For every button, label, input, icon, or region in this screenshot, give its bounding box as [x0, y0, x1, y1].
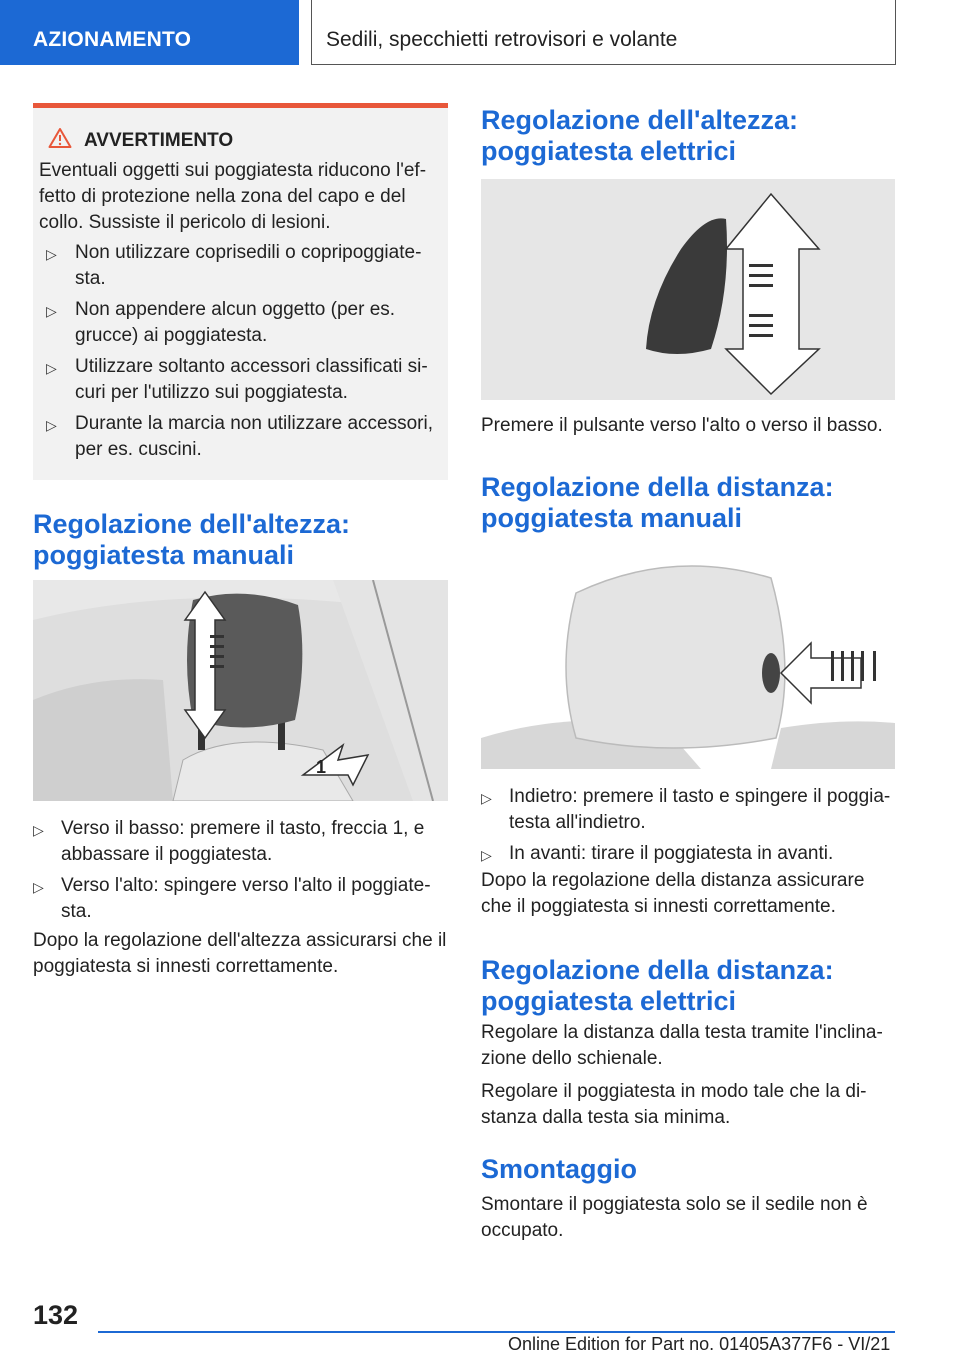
- heading-electric-distance: Regolazione della distanza: poggiatesta elettrici: [481, 955, 834, 1016]
- manual-headrest-illustration: [33, 580, 448, 801]
- manual-height-note: Dopo la regolazione dell'altezza assicurarsi che il poggiatesta si innesti correttamente.: [33, 930, 447, 977]
- electric-headrest-drawing: [481, 179, 895, 400]
- electric-distance-text-1: Regolare la distanza dalla testa tramite l'inclina-zione dello schienale.: [481, 1022, 883, 1069]
- distance-headrest-illustration: [481, 548, 895, 769]
- list-item: ▷ Durante la marcia non utilizzare accessori, per es. cuscini.: [46, 413, 433, 460]
- manual-distance-note: Dopo la regolazione della distanza assicurare che il poggiatesta si innesti correttamente.: [481, 870, 865, 917]
- heading-removal: Smontaggio: [481, 1154, 637, 1184]
- list-item: ▷ Non utilizzare coprisedili o copripoggiate-sta.: [46, 242, 422, 289]
- triangle-bullet-icon: ▷: [33, 879, 44, 895]
- triangle-bullet-icon: ▷: [46, 303, 57, 319]
- heading-electric-height: Regolazione dell'altezza: poggiatesta elettrici: [481, 105, 798, 166]
- heading-manual-height: Regolazione dell'altezza: poggiatesta manuali: [33, 509, 350, 570]
- electric-headrest-illustration: [481, 179, 895, 400]
- manual-headrest-drawing: [33, 580, 448, 801]
- triangle-bullet-icon: ▷: [46, 360, 57, 376]
- list-item: ▷ In avanti: tirare il poggiatesta in avanti.: [481, 841, 895, 867]
- footer-edition: Online Edition for Part no. 01405A377F6 - VI/21: [508, 1334, 891, 1354]
- warning-list: [39, 240, 440, 463]
- manual-height-list: [33, 816, 448, 930]
- triangle-bullet-icon: ▷: [46, 417, 57, 433]
- arrow-label-1: 1: [316, 757, 327, 777]
- list-item: ▷ Indietro: premere il tasto e spingere il poggia-testa all'indietro.: [481, 786, 891, 833]
- manual-distance-list: [481, 784, 895, 872]
- list-item: ▷ Non appendere alcun oggetto (per es. grucce) ai poggiatesta.: [46, 299, 396, 346]
- triangle-bullet-icon: ▷: [33, 822, 44, 838]
- section-tab: AZIONAMENTO: [0, 0, 299, 65]
- footer-divider: [98, 1331, 895, 1333]
- warning-title: [84, 130, 440, 152]
- heading-manual-distance: Regolazione della distanza: poggiatesta manuali: [481, 472, 834, 533]
- removal-text: Smontare il poggiatesta solo se il sedile non è occupato.: [481, 1194, 868, 1241]
- triangle-bullet-icon: ▷: [46, 246, 57, 262]
- list-item: ▷ Verso l'alto: spingere verso l'alto il poggiate-sta.: [33, 875, 431, 922]
- electric-height-text: Premere il pulsante verso l'alto o verso il basso.: [481, 415, 883, 436]
- page-number: 132: [33, 1300, 79, 1330]
- triangle-bullet-icon: ▷: [481, 790, 492, 806]
- distance-headrest-drawing: [481, 548, 895, 769]
- electric-distance-text-2: Regolare il poggiatesta in modo tale che la di-stanza dalla testa sia minima.: [481, 1081, 867, 1128]
- warning-title-text: AVVERTIMENTO: [84, 130, 234, 151]
- chapter-title: Sedili, specchietti retrovisori e volante: [311, 0, 896, 65]
- list-item: ▷ Utilizzare soltanto accessori classificati si-curi per l'utilizzo sui poggiatesta.: [46, 356, 428, 403]
- list-item: ▷ Verso il basso: premere il tasto, freccia 1, e abbassare il poggiatesta.: [33, 818, 425, 865]
- triangle-bullet-icon: ▷: [481, 847, 492, 863]
- warning-text: Eventuali oggetti sui poggiatesta riducono l'ef-fetto di protezione nella zona del capo e del collo. Sussiste il pericolo di lesioni.: [39, 160, 427, 233]
- warning-box: [33, 103, 448, 480]
- warning-triangle-icon: [48, 127, 72, 149]
